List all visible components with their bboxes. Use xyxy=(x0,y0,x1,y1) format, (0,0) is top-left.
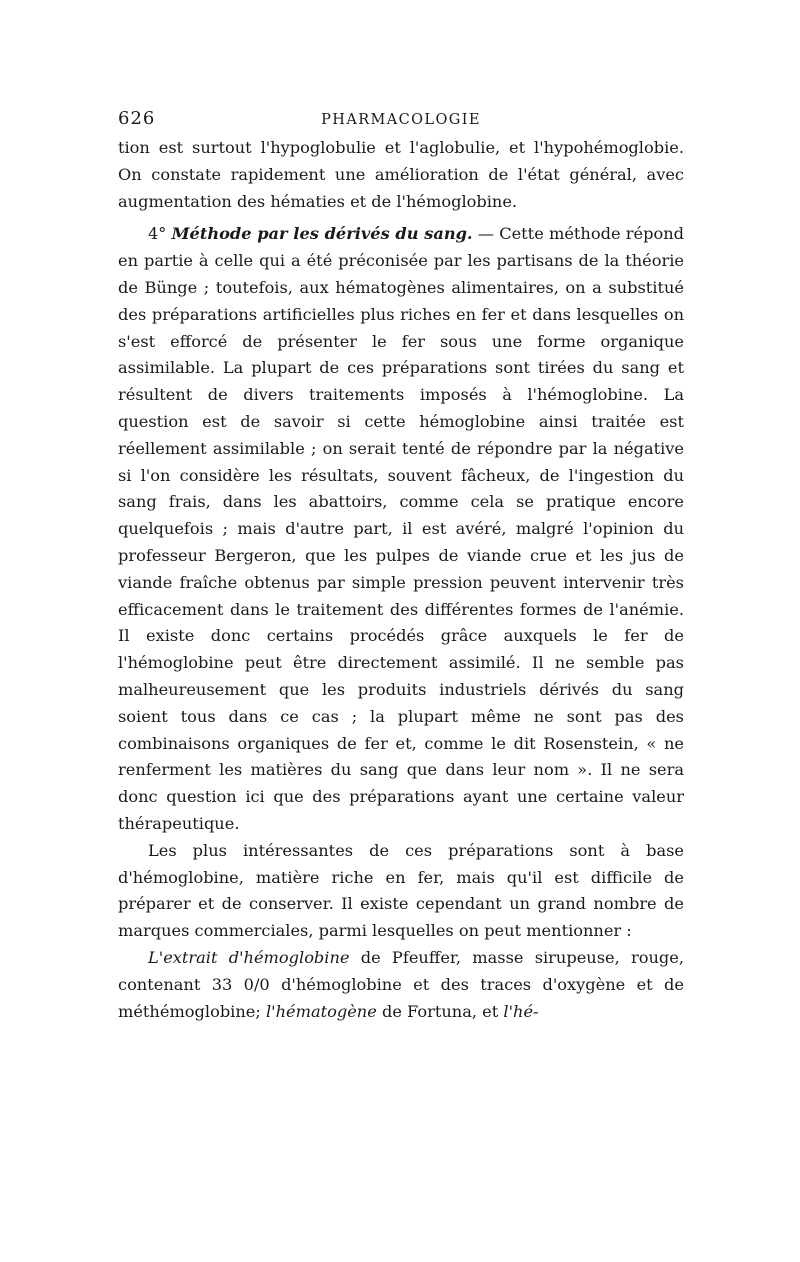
body-text xyxy=(118,135,684,1025)
paragraph-2-text: — Cette méthode répond en partie à celle qui a été préconisée par les partisans de la théorie de Bünge ; toutefois, aux hématogènes alimentaires, on a substitué des préparations artificielles plus riches en fer et dans lesquelles on s'est efforcé de présenter le fer sous une forme organique assimilable. La plupart de ces préparations sont tirées du sang et résultent de divers traitements imposés à l'hémoglobine. La question est de savoir si cette hémoglobine ainsi traitée est réellement assimilable ; on serait tenté de répondre par la négative si l'on considère les résultats, souvent fâcheux, de l'ingestion du sang frais, dans les abattoirs, comme cela se pratique encore quelquefois ; mais d'autre part, il est avéré, malgré l'opinion du professeur Bergeron, que les pulpes de viande crue et les jus de viande fraîche obtenus par simple pression peuvent intervenir très efficacement dans le traitement des différentes formes de l'anémie. Il existe donc certains procédés grâce auxquels le fer de l'hémoglobine peut être directement assimilé. Il ne semble pas malheureusement que les produits industriels dérivés du sang soient tous dans ce cas ; la plupart même ne sont pas des combinaisons organiques de fer et, comme le dit Rosenstein, « ne renferment les matières du sang que dans leur nom ». Il ne sera donc question ici que des préparations ayant une certaine valeur thérapeutique. xyxy=(118,224,684,833)
running-title: PHARMACOLOGIE xyxy=(321,112,481,128)
paragraph-4 xyxy=(118,945,684,1025)
product-name-1: L'extrait d'hémoglobine xyxy=(148,947,350,967)
product-name-3: l'hé- xyxy=(503,1001,539,1021)
section-heading: Méthode par les dérivés du sang. xyxy=(171,224,473,244)
paragraph-4-text-1: de Pfeuffer, masse sirupeuse, rouge, contenant 33 0/0 d'hémoglobine et des traces d'oxygène et de méthémoglobine; xyxy=(118,947,684,1021)
paragraph-4-text-2: de Fortuna, et xyxy=(376,1001,504,1021)
paragraph-2 xyxy=(118,221,684,837)
product-name-2: l'hématogène xyxy=(265,1001,377,1021)
paragraph-3: Les plus intéressantes de ces préparations sont à base d'hémoglobine, matière riche en fer, mais qu'il est difficile de préparer et de conserver. Il existe cependant un grand nombre de marques commerciales, parmi lesquelles on peut mentionner : xyxy=(118,840,684,941)
section-number: 4° xyxy=(148,224,167,244)
paragraph-1: tion est surtout l'hypoglobulie et l'aglobulie, et l'hypohémoglobie. On constate rapidement une amélioration de l'état général, avec augmentation des hématies et de l'hémoglobine. xyxy=(118,138,684,211)
running-head xyxy=(118,100,684,130)
page-number: 626 xyxy=(118,108,156,129)
page xyxy=(118,100,684,1025)
